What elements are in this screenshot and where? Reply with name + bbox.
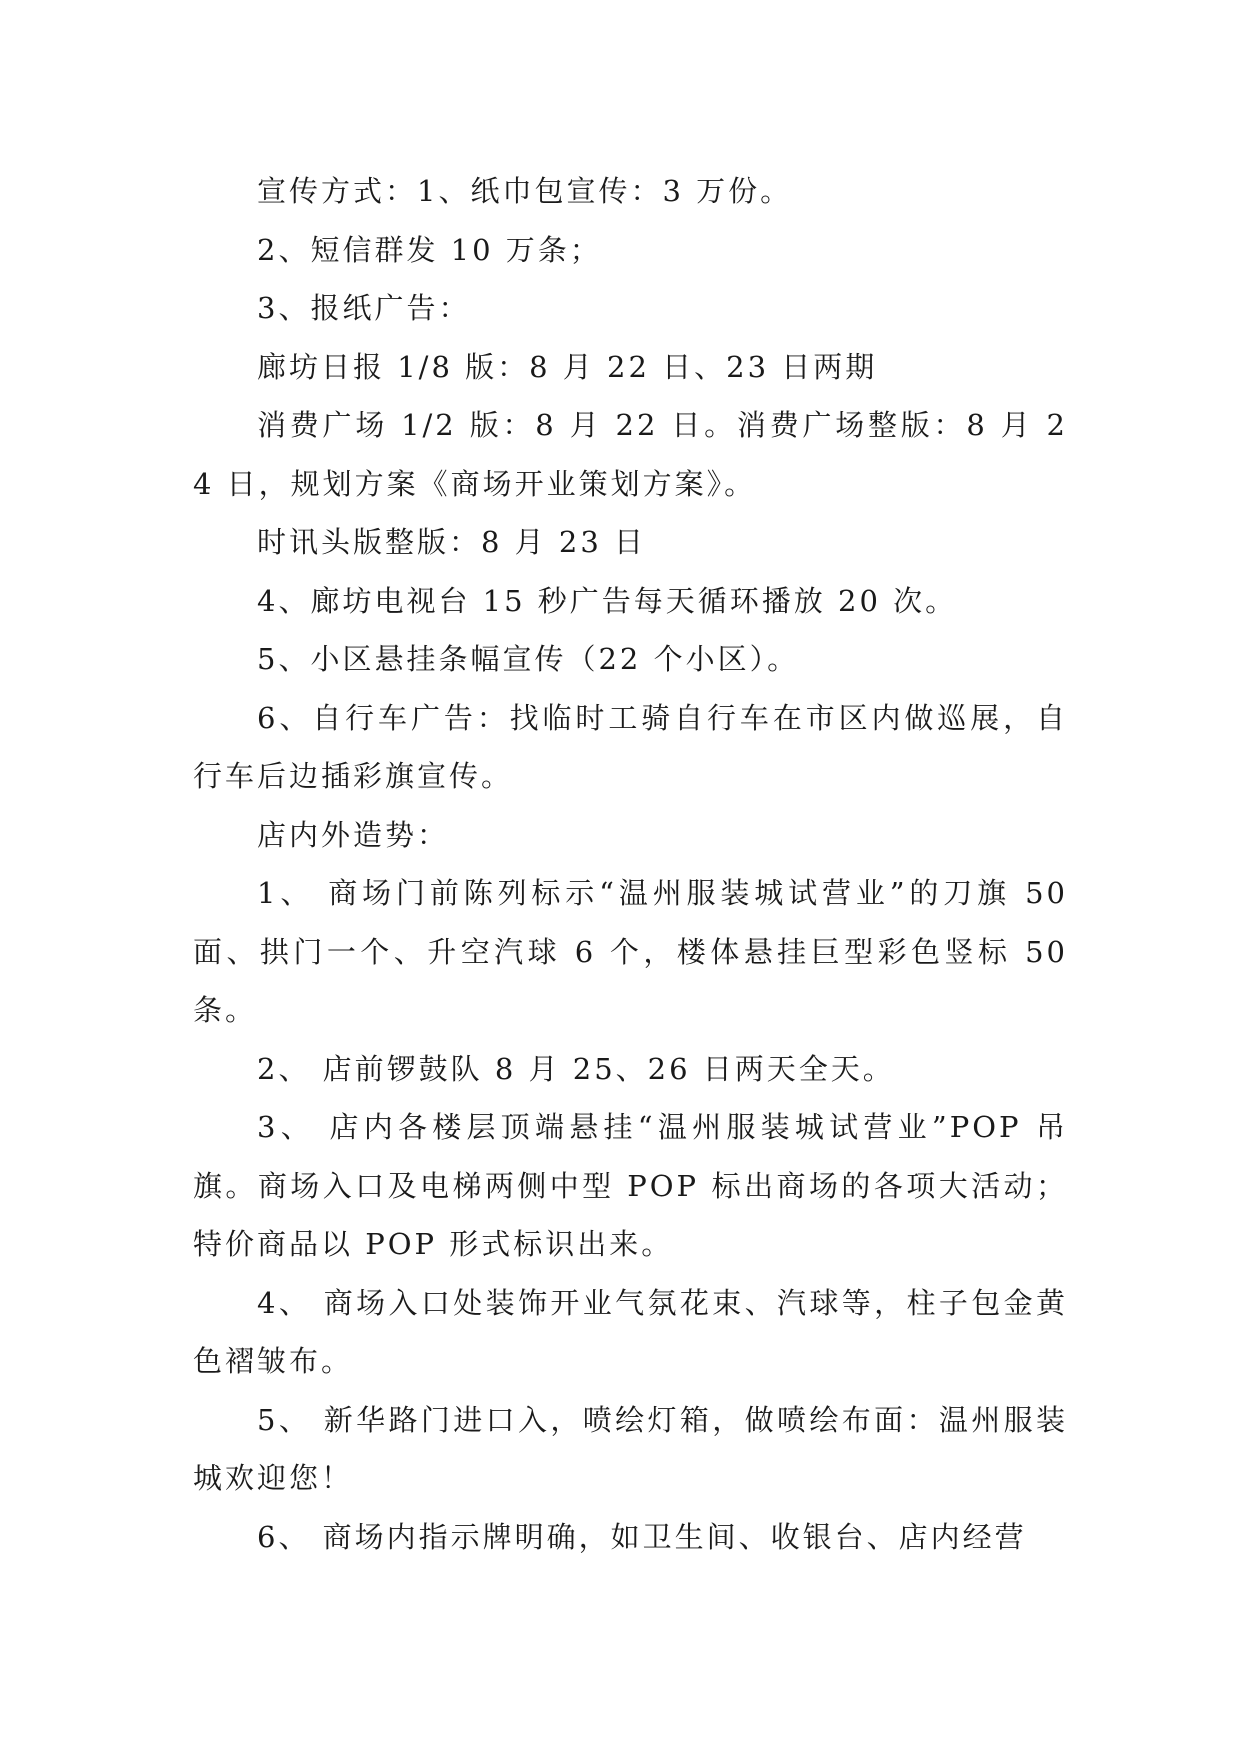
- paragraph-shixun-front-page: 时讯头版整版：8 月 23 日: [257, 525, 647, 559]
- paragraph-banners: 5、小区悬挂条幅宣传（22 个小区）。: [257, 642, 800, 676]
- paragraph-store-item-6: 6、 商场内指示牌明确，如卫生间、收银台、店内经营: [257, 1519, 1027, 1554]
- paragraph-newspaper-ads: 3、报纸广告：: [257, 291, 471, 325]
- paragraph-store-item-2: 2、 店前锣鼓队 8 月 25、26 日两天全天。: [257, 1051, 895, 1086]
- paragraph-sms: 2、短信群发 10 万条；: [257, 232, 602, 267]
- paragraph-consumer-square: 消费广场 1/2 版：8 月 22 日。消费广场整版：8 月 24 日，规划方案《商场开业策划方案》。: [193, 408, 1068, 501]
- paragraph-store-item-3: 3、 店内各楼层顶端悬挂“温州服装城试营业”POP 吊旗。商场入口及电梯两侧中型 POP 标出商场的各项大活动；特价商品以 POP 形式标识出来。: [193, 1110, 1068, 1261]
- document-body: [193, 162, 1068, 1566]
- paragraph-bicycle-ads: 6、自行车广告：找临时工骑自行车在市区内做巡展，自行车后边插彩旗宣传。: [193, 700, 1068, 793]
- paragraph-store-atmosphere-heading: 店内外造势：: [257, 817, 450, 852]
- paragraph-store-item-5: 5、 新华路门进口入，喷绘灯箱，做喷绘布面：温州服装城欢迎您！: [193, 1402, 1068, 1495]
- paragraph-store-item-1: 1、 商场门前陈列标示“温州服装城试营业”的刀旗 50 面、拱门一个、升空汽球 6 个，楼体悬挂巨型彩色竖标 50 条。: [193, 876, 1068, 1027]
- paragraph-langfang-daily: 廊坊日报 1/8 版：8 月 22 日、23 日两期: [257, 349, 878, 384]
- paragraph-promotion-methods: 宣传方式：1、纸巾包宣传：3 万份。: [257, 174, 793, 208]
- paragraph-store-item-4: 4、 商场入口处装饰开业气氛花束、汽球等，柱子包金黄色褶皱布。: [193, 1285, 1068, 1378]
- paragraph-tv-ads: 4、廊坊电视台 15 秒广告每天循环播放 20 次。: [257, 583, 958, 618]
